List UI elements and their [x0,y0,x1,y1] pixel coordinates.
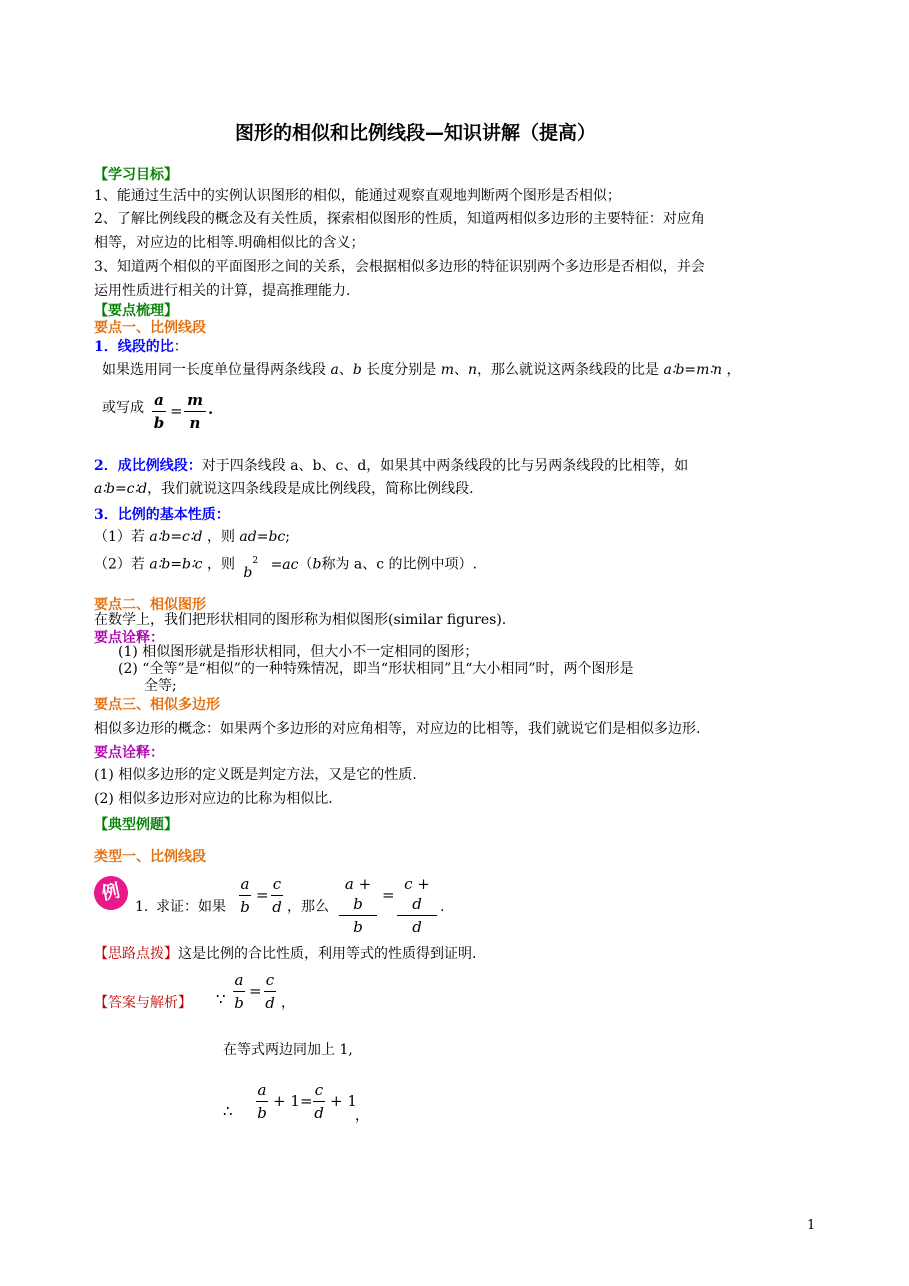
example-badge: 例 [91,873,131,913]
ex1-text-b: ，那么 [287,899,329,915]
s1-sep: 、 [338,362,353,378]
frac-num: c + d [404,875,430,913]
point3-heading: 要点三、相似多边形 [94,697,220,713]
because-symbol: ∵ [216,990,226,1008]
point2-note2: (2) “全等”是“相似”的一种特殊情况，即当“形状相同”且“大小相同”时，两个图形是 [118,661,634,677]
s3-item2-bb: b [312,556,322,573]
s3-item1 [94,527,290,547]
hint-text: 这是比例的合比性质，利用等式的性质得到证明. [178,946,477,962]
goals-heading: 【学习目标】 [94,167,178,183]
fraction-c-over-d [313,1080,325,1123]
s1-end: ， [726,362,741,378]
frac-num: c [314,1081,324,1099]
s1-var-a: a [330,362,339,378]
s1-write-as: 或写成 [102,400,144,416]
frac-den: d [314,1104,324,1122]
frac-num: a [154,391,164,409]
s1-text-b: 长度分别是 [366,362,437,378]
plus-one: + 1 [273,1092,300,1110]
frac-bar [397,915,437,916]
s3-item2 [94,551,478,581]
frac-den: b [240,898,250,916]
answer-step2: 在等式两边同加上 1, [223,1042,353,1058]
frac-bar [256,1101,268,1102]
s2-line1 [94,455,688,476]
s3-item2-b: ，则 [206,556,235,573]
hint-label: 【思路点拨】 [94,946,178,962]
frac-den: b [153,414,165,432]
s2-ratio: a∶b=c∶d [94,481,148,497]
goal-line-4: 3、知道两个相似的平面图形之间的关系，会根据相似多边形的特征识别两个多边形是否相似，并会 [94,259,705,275]
equals-sign: = [249,982,262,1000]
goal-line-1: 1、能通过生活中的实例认识图形的相似，能通过观察直观地判断两个图形是否相似； [94,188,621,204]
s1-var-m: m [440,362,454,378]
frac-bar [233,991,245,992]
fraction-a-over-b [256,1080,268,1123]
plus-one: + 1 [330,1092,357,1110]
s3-item1-res: ad=bc [239,529,286,545]
point3-text: 相似多边形的概念：如果两个多边形的对应角相等，对应边的比相等，我们就说它们是相似多边形. [94,721,701,737]
s1-sep2: 、 [453,362,468,378]
s3-item1-ratio: a∶b=c∶d [149,529,203,545]
summary-heading: 【要点梳理】 [94,303,178,319]
therefore-symbol: ∴ [223,1102,233,1120]
answer-comma: ， [281,995,295,1011]
frac-bar [313,1101,325,1102]
frac-bar [184,411,206,412]
point2-note1: (1) 相似图形就是指形状相同，但大小不一定相同的图形； [118,644,479,660]
point2-text: 在数学上，我们把形状相同的图形称为相似图形(similar figures). [94,612,507,628]
fraction-m-over-n [184,390,206,433]
s1-title: 1．线段的比 [94,339,174,355]
s1-definition [102,360,741,380]
frac-bar [264,991,276,992]
frac-den: d [272,898,282,916]
frac-den: b [257,1104,267,1122]
frac-den: n [189,414,201,432]
s1-var-n: n [467,362,477,378]
frac-num: a [240,875,250,893]
fraction-c-over-d [264,970,276,1013]
frac-num: a [234,971,244,989]
s3-title: 3．比例的基本性质： [94,507,230,523]
hint-line [94,943,476,964]
frac-num: a [257,1081,267,1099]
frac-bar [271,895,283,896]
equals-sign: = [256,886,269,904]
s2-text1: 对于四条线段 a、b、c、d，如果其中两条线段的比与另两条线段的比相等，如 [201,458,689,474]
s1-colon: ： [173,339,188,355]
fraction-c-over-d [271,874,283,917]
frac-den: b [234,994,244,1012]
s3-item2-d: 称为 a、c 的比例中项）. [321,556,478,573]
s3-item2-res: =ac [270,556,299,573]
fraction-a-plus-b-over-b [339,874,377,937]
point1-heading: 要点一、比例线段 [94,320,206,336]
s1-title-line [94,336,188,357]
s1-var-b: b [352,362,362,378]
fraction-c-plus-d-over-d [397,874,437,937]
point2-note-heading: 要点诠释： [94,630,164,646]
fraction-a-over-b [239,874,251,917]
s1-text-a: 如果选用同一长度单位量得两条线段 [102,362,326,378]
frac-num: a + b [344,875,372,913]
point3-note1: (1) 相似多边形的定义既是判定方法，又是它的性质. [94,767,417,783]
s1-ratio: a∶b=m∶n [663,362,723,378]
page-title: 图形的相似和比例线段—知识讲解（提高） [235,122,597,144]
s3-item1-a: （1）若 [94,529,145,545]
goal-line-2: 2、了解比例线段的概念及有关性质，探索相似图形的性质，知道两相似多边形的主要特征：对应角 [94,211,705,227]
point3-note2: (2) 相似多边形对应边的比称为相似比. [94,791,333,807]
s3-item1-b: ，则 [206,529,235,545]
s1-text-c: ，那么就说这两条线段的比是 [477,362,659,378]
frac-num: c [265,971,275,989]
ex1-end: . [440,899,445,915]
examples-heading: 【典型例题】 [94,817,178,833]
answer-label: 【答案与解析】 [94,995,192,1011]
page-number: 1 [807,1218,816,1233]
s3-item2-sup: 2 [252,556,259,566]
equals-sign: = [382,886,395,904]
goal-line-3: 相等，对应边的比相等.明确相似比的含义； [94,235,365,251]
s3-item2-ratio: a∶b=b∶c [149,556,203,573]
s3-item1-end: ; [285,529,290,545]
ex1-number: 1. [135,899,149,915]
point2-heading: 要点二、相似图形 [94,597,206,613]
frac-num: c [272,875,282,893]
point2-note2b: 全等; [144,678,177,694]
s2-line2 [94,479,474,499]
s3-item2-b-squared: b [243,564,253,581]
frac-den: d [412,918,422,936]
frac-den: d [265,994,275,1012]
goal-line-5: 运用性质进行相关的计算，提高推理能力. [94,283,351,299]
fraction-a-over-b [233,970,245,1013]
equals-sign: = [170,402,183,420]
frac-bar [339,915,377,916]
s2-text2: ，我们就说这四条线段是成比例线段，简称比例线段. [147,481,474,497]
s2-title: 2．成比例线段： [94,458,202,474]
frac-num: m [187,391,203,409]
type1-heading: 类型一、比例线段 [94,849,206,865]
fraction-a-over-b [152,390,166,433]
point3-note-heading: 要点诠释： [94,745,164,761]
s3-item2-c: （ [298,556,313,573]
period: . [208,400,214,418]
frac-bar [239,895,251,896]
frac-den: b [353,918,363,936]
equals-sign: = [300,1092,313,1110]
answer-comma2: ， [355,1108,369,1124]
s3-item2-a: （2）若 [94,556,145,573]
ex1-text-a: 求证：如果 [156,899,226,915]
frac-bar [152,411,166,412]
